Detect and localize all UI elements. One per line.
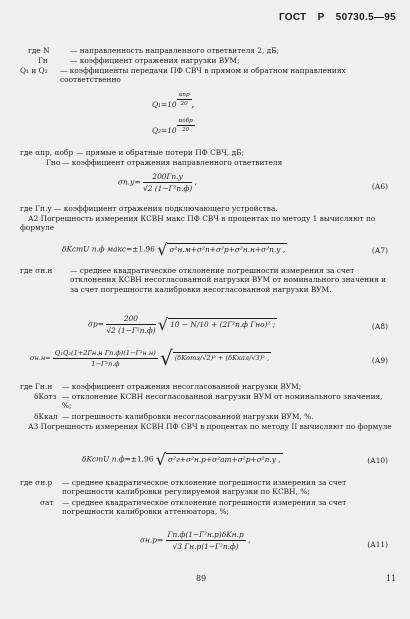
page-header [271,12,396,23]
radicand: (δKотз/√2)² + (δKкал/√3)² , [174,354,270,362]
definition-label: Q₁ и Q₂ [20,66,48,75]
paragraph-a3: А3 Погрешность измерения КСВН ПФ СВЧ в процентах по методу II вычисляют по формуле [28,422,392,431]
equation-a6: σп.у= $\frac{200Гп.у}{\text{√2 (1−Г²п.ф)}}$ , [118,172,197,193]
definition-label: Гно [46,158,61,167]
definition-label: где αпр, αобр [20,148,74,157]
definition-text: — среднее квадратическое отклонение погрешности измерения за счет погрешности калибровки регулируемой нагрузки по КСВН, %; [62,478,347,497]
radicand: σ²н.м+σ²п+σ²р+σ²н.н+σ²п.у , [169,244,286,254]
equation-lhs: δKстU п.ф макс [62,244,127,254]
equation-lhs: σн.р= [140,535,164,545]
definition-gpu: где Гп.у — коэффициент отражения подключающего устройства. [20,204,278,213]
exponent-num: αпр [178,92,190,98]
fraction-num: 200 [106,314,155,325]
fraction-num: Q₁Q₂(1+2Гн.н Гп.ф)(1−Г²н.н) [54,348,156,357]
exponent-num: αобр [178,118,193,124]
fraction-den: √2 (1−Г²п.ф) [143,184,193,193]
equation-fraction [53,349,158,368]
definition-gn [28,56,388,66]
equation-tail: , [191,100,195,109]
equation-tag-a9: (А9) [371,356,388,365]
definition-label: Гн [38,56,48,65]
definition-snn [20,266,392,306]
equation-lhs: Q₂=10 [152,126,177,135]
page-number: 89 [196,574,207,583]
sqrt-icon: √ [157,240,168,259]
definition-text: — прямые и обратные потери ПФ СВЧ, дБ; [76,148,245,157]
fraction-den: √3 Гн.р(1−Г²п.ф) [172,542,239,551]
header-gost: ГОСТ [278,12,307,23]
equation-lhs: σн.н= [30,354,51,362]
definition-text: — погрешность калибровки несогласованной нагрузки ВУМ, %. [62,412,314,421]
radicand: σ²г+σ²н.р+σ²ат+σ²р+σ²п.у , [168,454,281,464]
definition-label: δKотз [34,392,57,401]
radicand: 10 − N/10 + (2Г²п.ф Гно)² ; [170,319,276,329]
definition-text: — направленность направленного ответвителя 2, дБ; [70,46,280,55]
definition-label: где N [28,46,50,55]
equation-a11 [140,530,250,551]
definition-label: δKкал [34,412,58,421]
definition-label: где σн.н [20,266,53,275]
equation-fraction [143,172,192,193]
fraction-den: √2 (1−Г²п.ф) [106,326,156,335]
paragraph-a2: А2 Погрешность измерения КСВН макс ПФ СВЧ в процентах по методу 1 вычисляют по формуле [20,214,376,233]
equation-fraction [166,530,246,551]
definition-gnn [20,382,392,392]
equation-fraction [106,314,155,335]
definition-sat [20,498,392,518]
definition-text: — коэффициент отражения несогласованной нагрузки ВУМ; [62,382,302,391]
definition-text: — среднее квадратическое отклонение погрешности измерения за счет отклонения КСВН несогласованной нагрузки ВУМ от номинального значения и за счет погрешности калибровки несогласованной нагрузки ВУМ. [70,266,387,294]
definition-label: где σн.р [20,478,53,487]
definition-dkotz [20,392,392,412]
equation-lhs: δKстU п.ф [82,454,125,464]
exponent-fraction [177,118,195,133]
fraction-num: 200Гп.у [143,172,192,183]
equation-q2 [152,118,195,135]
equation-tag-a11: (А11) [367,540,388,549]
sqrt-icon: √ [155,450,166,469]
equation-coef: =±1,96 [126,244,155,254]
definition-label: σат [40,498,54,507]
fraction-num: Гп.ф(1−Г²н.р)δKн.р [167,530,244,539]
equation-lhs: σп.у= [118,177,141,187]
exponent-den: 20 [180,101,188,107]
equation-lhs: Q₁=10 [152,100,177,109]
definition-text: — коэффициенты передачи ПФ СВЧ в прямом и обратном направлениях соответственно [60,66,346,85]
definition-text: — коэффициент отражения нагрузки ВУМ; [70,56,240,65]
equation-a9 [30,346,271,370]
definition-label: где Гн.н [20,382,53,391]
definition-alpha [20,148,390,158]
definition-q [20,66,390,88]
definition-dkkal [20,412,392,422]
equation-tag-a6: (А6) [371,182,388,191]
equation-a7 [62,240,287,259]
equation-tag-a8: (А8) [371,322,388,331]
definition-snr [20,478,392,498]
sqrt-icon: √ [159,346,173,370]
sqrt-icon: √ [157,315,169,334]
definition-gno [20,158,390,168]
definition-n [28,46,388,56]
equation-tag-a10: (А10) [367,456,388,465]
definition-text: — отклонение КСВН несогласованной нагрузки ВУМ от номинального значения, %; [62,392,383,411]
exponent-den: 20 [182,127,190,133]
equation-a8 [88,314,277,335]
equation-q1 [152,92,195,109]
equation-tail: , [248,535,251,545]
fraction-den: 1−Г²п.ф [91,359,120,368]
equation-a10 [82,450,283,469]
corner-number: 11 [386,574,397,583]
header-r: Р [317,12,325,23]
equation-tag-a7: (А7) [371,246,388,255]
exponent-fraction [177,92,192,107]
header-standard-number: 50730.5—95 [335,12,396,23]
definition-text: — коэффициент отражения направленного ответвителя [62,158,283,167]
definition-text: — среднее квадратическое отклонение погрешности измерения за счет погрешности калибровки аттенюатора, %; [62,498,347,517]
equation-lhs: σр= [88,319,104,329]
equation-coef: =±1,96 [124,454,154,464]
